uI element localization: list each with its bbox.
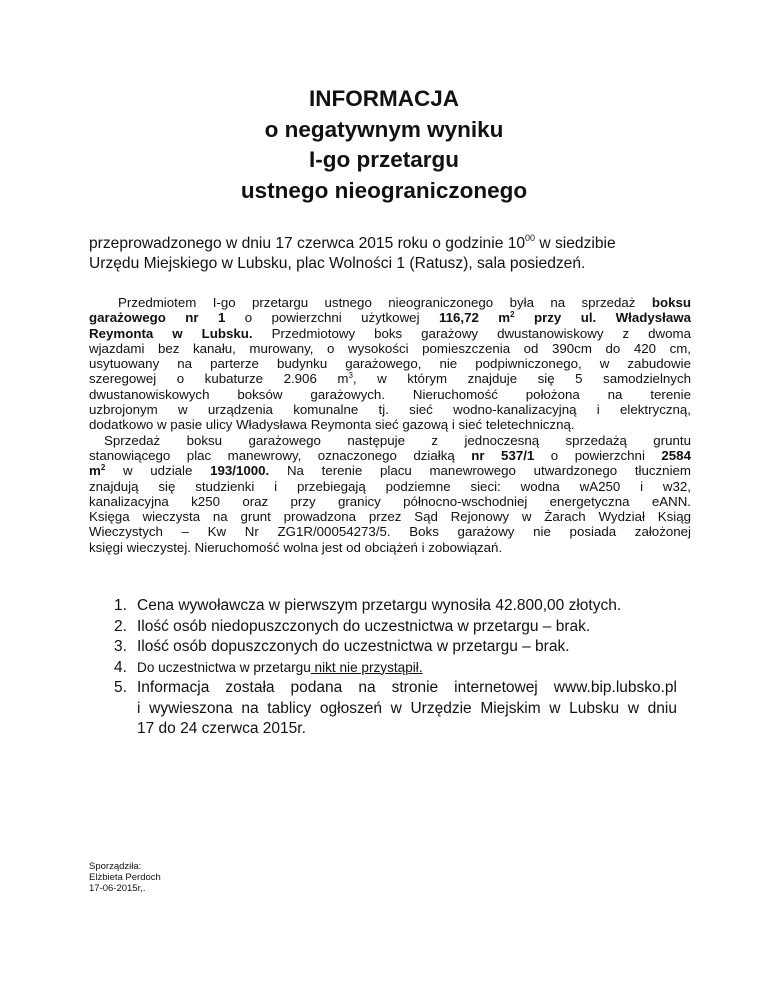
body-line: Sprzedaż boksu garażowego następuje z jednoczesną sprzedażą gruntu bbox=[104, 432, 691, 448]
body-line: Księga wieczysta na grunt prowadzona przez Sąd Rejonowy w Żarach Wydział Ksiąg bbox=[89, 509, 691, 525]
body-line: uzbrojonym w urządzenia komunalne tj. sieć wodno-kanalizacyjną i elektryczną, bbox=[89, 402, 691, 418]
body-line: dwustanowiskowych boksów garażowych. Nieruchomość położona na terenie bbox=[89, 386, 691, 402]
body-line: znajdują się studzienki i przebiegają podziemne sieci: wodna wA250 i w32, bbox=[89, 478, 691, 494]
document-title bbox=[0, 84, 768, 206]
signature-block bbox=[89, 861, 161, 894]
intro-line: przeprowadzonego w dniu 17 czerwca 2015 roku o godzinie $10^{00}$ w siedzibie bbox=[89, 233, 616, 252]
prepared-by-label: Sporządziła: bbox=[89, 861, 142, 872]
author-name: Elżbieta Perdoch bbox=[89, 872, 161, 883]
document-date: 17-06-2015r,. bbox=[89, 883, 146, 894]
body-line: dodatkowo w pasie ulicy Władysława Reymonta sieć gazową i sieć teletechniczną. bbox=[89, 417, 575, 433]
list-item: 3. Ilość osób dopuszczonych do uczestnictwa w przetargu – brak. bbox=[114, 638, 570, 655]
body-line: kanalizacyjna k250 oraz przy granicy północno-wschodniej energetyczna eANN. bbox=[89, 493, 691, 509]
body-line: wjazdami bez kanału, murowany, o wysokości pomieszczenia od 390cm do 420 cm, bbox=[89, 340, 691, 356]
title-line: INFORMACJA bbox=[309, 86, 459, 111]
numbered-list bbox=[114, 596, 677, 740]
body-line: stanowiącego plac manewrowy, oznaczonego działką nr 537/1 o powierzchni 2584 bbox=[89, 447, 691, 463]
title-line: I-go przetargu bbox=[309, 147, 459, 172]
body-line: $m^2$ w udziale 193/1000. Na terenie placu manewrowego utwardzonego tłuczniem bbox=[89, 463, 691, 479]
body-line: Przedmiotem I-go przetargu ustnego nieograniczonego była na sprzedaż boksu bbox=[118, 295, 691, 310]
body-line: usytuowany na parterze budynku garażowego, nie podpiwniczonego, w zabudowie bbox=[89, 356, 691, 372]
body-line: garażowego nr 1 o powierzchni użytkowej 116,72 $m^2$ przy ul. Władysława bbox=[89, 310, 691, 326]
body-line: Reymonta w Lubsku. Przedmiotowy boks garażowy dwustanowiskowy z dwoma bbox=[89, 325, 691, 341]
list-item: 2. Ilość osób niedopuszczonych do uczestnictwa w przetargu – brak. bbox=[114, 617, 591, 635]
title-line: ustnego nieograniczonego bbox=[240, 177, 528, 203]
intro-paragraph bbox=[89, 234, 689, 273]
intro-line: Urzędu Miejskiego w Lubsku, plac Wolności 1 (Ratusz), sala posiedzeń. bbox=[89, 254, 586, 272]
body-line: szeregowej o kubaturze 2.906 $m^3$, w którym znajduje się 5 samodzielnych bbox=[89, 371, 691, 387]
list-item: 1. Cena wywoławcza w pierwszym przetargu wynosiła 42.800,00 złotych. bbox=[114, 597, 622, 614]
body-line: Wieczystych – Kw Nr ZG1R/00054273/5. Boks garażowy nie posiada założonej bbox=[89, 524, 691, 540]
body-line: księgi wieczystej. Nieruchomość wolna jest od obciążeń i zobowiązań. bbox=[89, 539, 503, 555]
list-item: 5. Informacja została podana na stronie internetowej www.bip.lubsko.pl i wywieszona na tablicy ogłoszeń w Urzędzie Miejskim w Lubsku w dniu 17 do 24 czerwca 2015r. bbox=[114, 679, 677, 737]
description-body bbox=[89, 295, 691, 555]
title-line: o negatywnym wyniku bbox=[264, 116, 504, 142]
list-item: 4. Do uczestnictwa w przetargu nikt nie przystąpił. bbox=[114, 658, 423, 676]
